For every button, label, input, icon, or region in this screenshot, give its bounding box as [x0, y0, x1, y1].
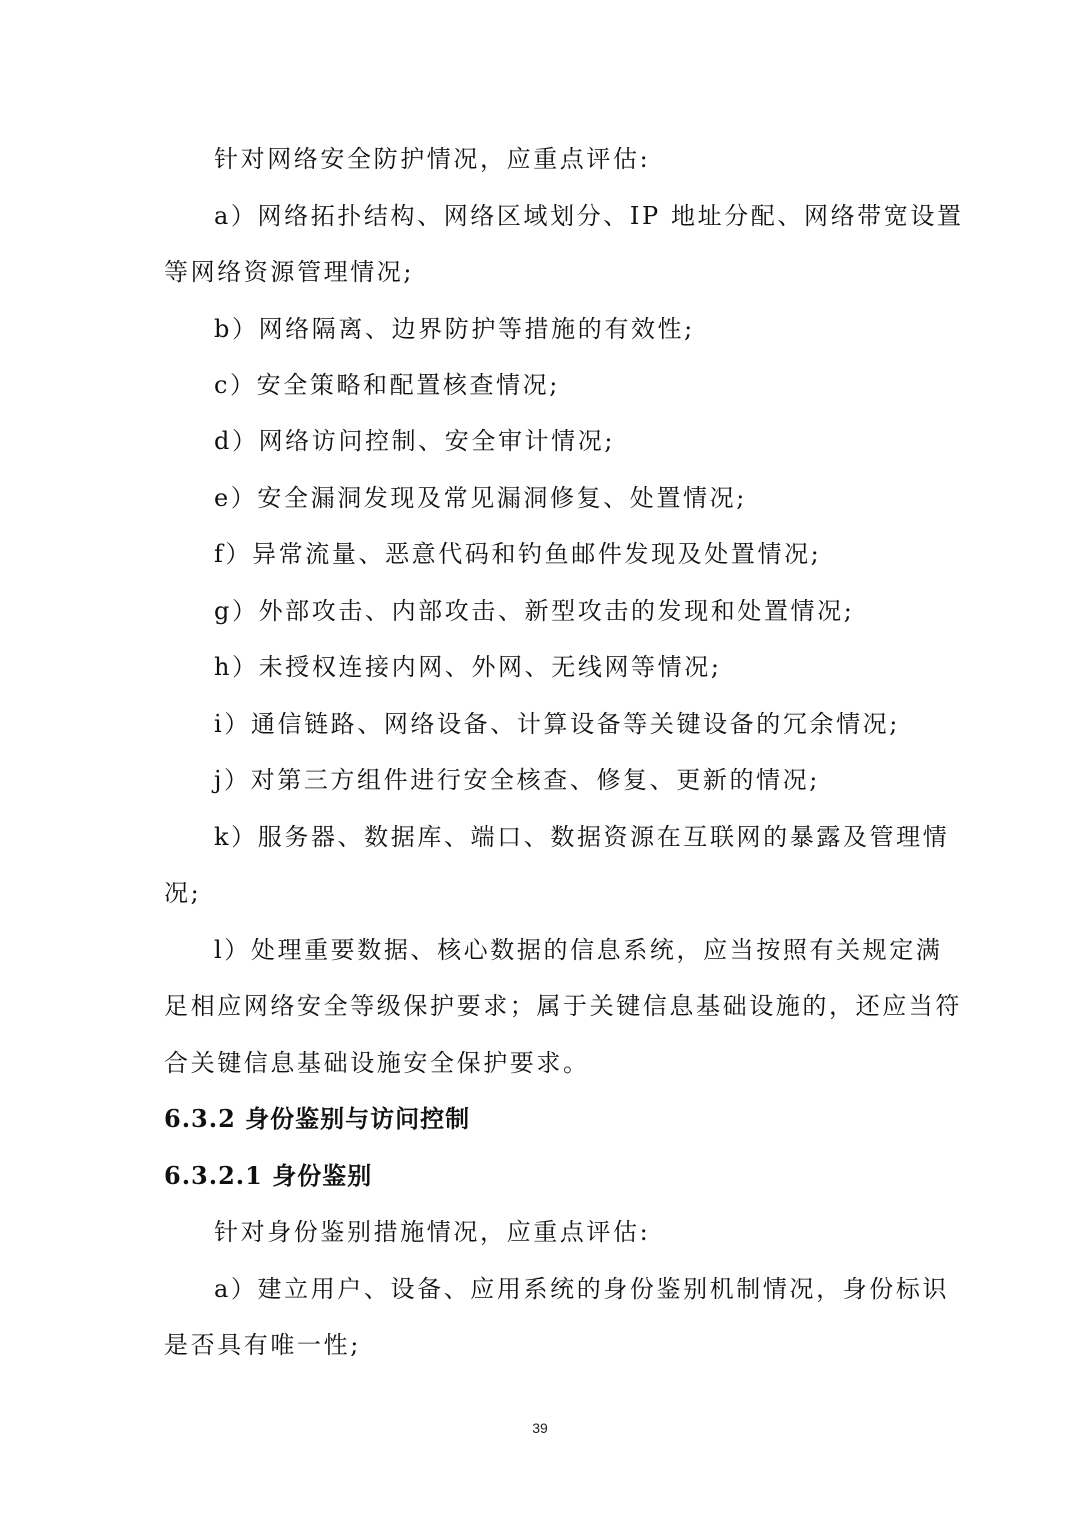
list-item-h: h）未授权连接内网、外网、无线网等情况;	[214, 653, 722, 681]
list-item-a-continued: 等网络资源管理情况;	[164, 258, 415, 286]
section-number: 6.3.2	[164, 1104, 236, 1133]
section-title: 身份鉴别与访问控制	[245, 1104, 471, 1133]
list-item-j: j）对第三方组件进行安全核查、修复、更新的情况;	[214, 766, 820, 794]
subsection-intro: 针对身份鉴别措施情况，应重点评估:	[214, 1218, 651, 1246]
list-item-a: a）网络拓扑结构、网络区域划分、IP 地址分配、网络带宽设置	[214, 202, 964, 230]
subsection-number: 6.3.2.1	[164, 1161, 263, 1190]
list-item-k: k）服务器、数据库、端口、数据资源在互联网的暴露及管理情	[214, 823, 950, 851]
list-item-b: b）网络隔离、边界防护等措施的有效性;	[214, 315, 695, 343]
list-item-f: f）异常流量、恶意代码和钓鱼邮件发现及处置情况;	[214, 540, 822, 568]
subsection-heading	[164, 1156, 924, 1196]
subsection-title: 身份鉴别	[272, 1161, 373, 1190]
list-item-l-continued-1: 足相应网络安全等级保护要求；属于关键信息基础设施的，还应当符	[164, 992, 962, 1020]
list-item-g: g）外部攻击、内部攻击、新型攻击的发现和处置情况;	[214, 597, 855, 625]
list-item-c: c）安全策略和配置核查情况;	[214, 371, 560, 399]
page-number: 39	[532, 1420, 548, 1436]
paragraph-intro: 针对网络安全防护情况，应重点评估:	[214, 145, 651, 173]
list-item-l-continued-2: 合关键信息基础设施安全保护要求。	[164, 1049, 590, 1077]
list-item-i: i）通信链路、网络设备、计算设备等关键设备的冗余情况;	[214, 710, 900, 738]
section-heading	[164, 1099, 924, 1139]
subsection-item-a-continued: 是否具有唯一性;	[164, 1331, 361, 1359]
subsection-item-a: a）建立用户、设备、应用系统的身份鉴别机制情况，身份标识	[214, 1275, 950, 1303]
list-item-e: e）安全漏洞发现及常见漏洞修复、处置情况;	[214, 484, 747, 512]
list-item-l: l）处理重要数据、核心数据的信息系统，应当按照有关规定满	[214, 936, 943, 964]
list-item-k-continued: 况;	[164, 879, 202, 907]
list-item-d: d）网络访问控制、安全审计情况;	[214, 427, 616, 455]
